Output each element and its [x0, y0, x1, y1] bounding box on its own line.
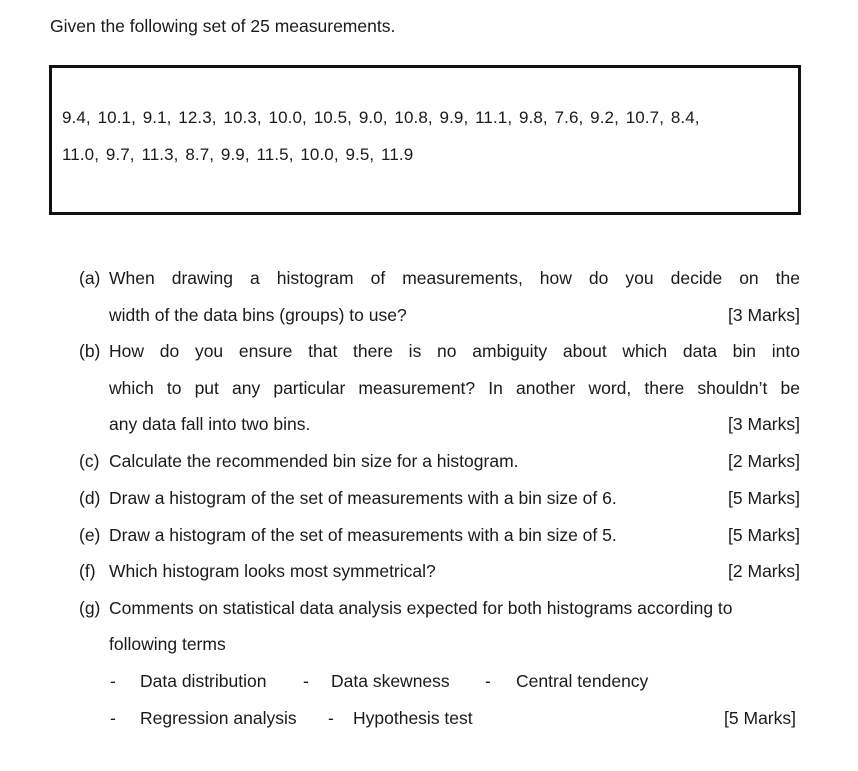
question-g-label: (g)	[79, 598, 101, 618]
term-hypothesis-test: Hypothesis test	[353, 708, 473, 728]
question-a-line-1: When drawing a histogram of measurements, how do you decide on the	[109, 268, 800, 288]
question-f-marks: [2 Marks]	[728, 561, 800, 581]
question-g-marks: [5 Marks]	[724, 708, 796, 728]
question-b-label: (b)	[79, 341, 101, 361]
question-d-marks: [5 Marks]	[728, 488, 800, 508]
measurements-line-2: 11.0, 9.7, 11.3, 8.7, 9.9, 11.5, 10.0, 9.5, 11.9	[62, 145, 414, 164]
question-e-line-1: Draw a histogram of the set of measurements with a bin size of 5.	[109, 525, 617, 545]
question-a-marks: [3 Marks]	[728, 305, 800, 325]
question-b-line-2: which to put any particular measurement? In another word, there shouldn’t be	[109, 378, 800, 398]
question-b-line-1: How do you ensure that there is no ambiguity about which data bin into	[109, 341, 800, 361]
term-central-tendency: Central tendency	[516, 671, 649, 691]
question-b-line-3: any data fall into two bins.	[109, 414, 311, 434]
question-a-line-2: width of the data bins (groups) to use?	[109, 305, 407, 325]
separator-dash: -	[485, 671, 491, 691]
bullet-dash: -	[110, 708, 116, 728]
measurements-line-1: 9.4, 10.1, 9.1, 12.3, 10.3, 10.0, 10.5, 9.0, 10.8, 9.9, 11.1, 9.8, 7.6, 9.2, 10.7, 8.4,	[62, 108, 700, 127]
question-f-line-1: Which histogram looks most symmetrical?	[109, 561, 436, 581]
separator-dash: -	[328, 708, 334, 728]
measurements-box	[49, 65, 801, 215]
intro-text: Given the following set of 25 measurements.	[50, 16, 396, 36]
question-b-marks: [3 Marks]	[728, 414, 800, 434]
question-c-marks: [2 Marks]	[728, 451, 800, 471]
separator-dash: -	[303, 671, 309, 691]
term-data-skewness: Data skewness	[331, 671, 450, 691]
question-d-line-1: Draw a histogram of the set of measurements with a bin size of 6.	[109, 488, 617, 508]
question-g-line-2: following terms	[109, 634, 226, 654]
question-e-label: (e)	[79, 525, 101, 545]
question-g-line-1: Comments on statistical data analysis expected for both histograms according to	[109, 598, 733, 618]
question-f-label: (f)	[79, 561, 96, 581]
term-regression-analysis: Regression analysis	[140, 708, 297, 728]
term-data-distribution: Data distribution	[140, 671, 267, 691]
question-c-line-1: Calculate the recommended bin size for a histogram.	[109, 451, 519, 471]
question-a-label: (a)	[79, 268, 101, 288]
question-d-label: (d)	[79, 488, 101, 508]
question-e-marks: [5 Marks]	[728, 525, 800, 545]
bullet-dash: -	[110, 671, 116, 691]
question-c-label: (c)	[79, 451, 100, 471]
